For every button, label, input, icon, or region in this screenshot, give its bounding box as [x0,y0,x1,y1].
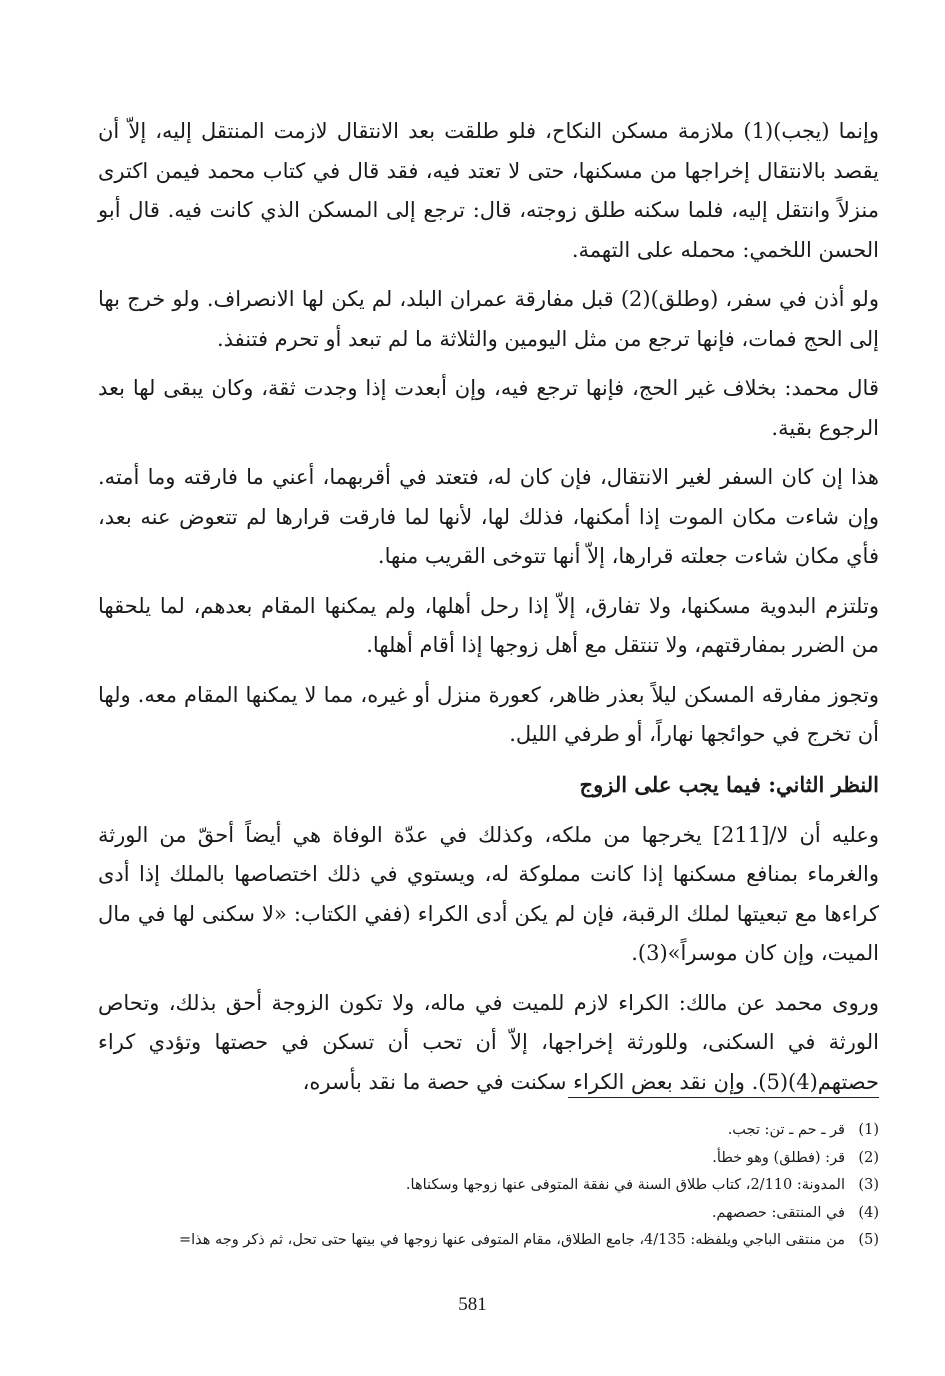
footnote-text: المدونة: 2/110، كتاب طلاق السنة في نفقة المتوفى عنها زوجها وسكناها. [405,1177,845,1193]
page-number: 581 [458,1294,487,1315]
main-text [98,112,879,1112]
footnote-number: (3) [858,1177,879,1193]
paragraph-8: وروى محمد عن مالك: الكراء لازم للميت في ماله، ولا تكون الزوجة أحق بذلك، وتحاص الورثة في السكنى، وللورثة إخراجها، إلاّ أن تحب أن تسكن في حصتها وتؤدي كراء حصتهم(4)(5). وإن نقد بعض الكراء سكنت في حصة ما نقد بأسره، [98,990,879,1094]
footnote-separator [568,1097,879,1098]
paragraph-7: وعليه أن لا/[211] يخرجها من ملكه، وكذلك في عدّة الوفاة هي أيضاً أحقّ من الورثة والغرماء بمنافع مسكنها إذا كانت مملوكة له، ويستوي في ذلك اختصاصها بالملك إذا أدى كراءها مع تبعيتها لملك الرقبة، فإن لم يكن أدى الكراء (ففي الكتاب: «لا سكنى لها في مال الميت، وإن كان موسراً»(3). [98,822,880,965]
paragraph-5: وتلتزم البدوية مسكنها، ولا تفارق، إلاّ إذا رحل أهلها، ولم يمكنها المقام بعدهم، لما يلحقها من الضرر بمفارقتهم، ولا تنتقل مع أهل زوجها إذا أقام أهلها. [98,593,879,657]
paragraph-1: وإنما (يجب)(1) ملازمة مسكن النكاح، فلو طلقت بعد الانتقال لازمت المنتقل إليه، إلاّ أن يقصد بالانتقال إخراجها من مسكنها، حتى لا تعتد فيه، فقد قال في كتاب محمد فيمن اكترى منزلاً وانتقل إليه، فلما سكنه طلق زوجته، قال: ترجع إلى المسكن الذي كانت فيه. قال أبو الحسن اللخمي: محمله على التهمة. [98,119,879,262]
paragraph-4: هذا إن كان السفر لغير الانتقال، فإن كان له، فتعتد في أقربهما، أعني ما فارقته وما أمته. وإن شاءت مكان الموت إذا أمكنها، فذلك لها، لأنها لما فارقت قرارها لم تتعوض عنه بعد، فأي مكان شاءت جعلته قرارها، إلاّ أنها تتوخى القريب منها. [98,465,879,568]
footnote-text: من منتقى الباجي ويلفظه: 4/135، جامع الطلاق، مقام المتوفى عنها زوجها في بيتها حتى تحل، ثم ذكر وجه هذا= [178,1232,845,1248]
footnote-text: قر ـ حم ـ تن: تجب. [727,1122,845,1138]
paragraph-6: وتجوز مفارقه المسكن ليلاً بعذر ظاهر، كعورة منزل أو غيره، مما لا يمكنها المقام معه. ولها أن تخرج في حوائجها نهاراً، أو طرفي الليل. [98,682,879,746]
paragraph-3: قال محمد: بخلاف غير الحج، فإنها ترجع فيه، وإن أبعدت إذا وجدت ثقة، وكان يبقى لها بعد الرجوع بقية. [98,376,879,440]
footnote-number: (4) [858,1204,879,1221]
footnote-number: (5) [858,1232,879,1248]
footnote-2 [40,1145,879,1173]
footnote-5 [40,1227,879,1255]
section-heading: النظر الثاني: فيما يجب على الزوج [579,771,879,797]
footnote-number: (2) [858,1149,879,1166]
footnotes [40,1117,879,1255]
footnote-number: (1) [858,1122,879,1138]
paragraph-2: ولو أذن في سفر، (وطلق)(2) قبل مفارقة عمران البلد، لم يكن لها الانصراف. ولو خرج بها إلى الحج فمات، فإنها ترجع من مثل اليومين والثلاثة ما لم تبعد أو تحرم فتنفذ. [98,287,879,351]
footnote-4 [40,1200,879,1228]
footnote-3 [40,1172,879,1200]
footnote-text: في المنتقى: حصصهم. [711,1204,845,1221]
footnote-text: قر: (فطلق) وهو خطأ. [712,1149,845,1166]
footnote-1 [40,1117,879,1145]
